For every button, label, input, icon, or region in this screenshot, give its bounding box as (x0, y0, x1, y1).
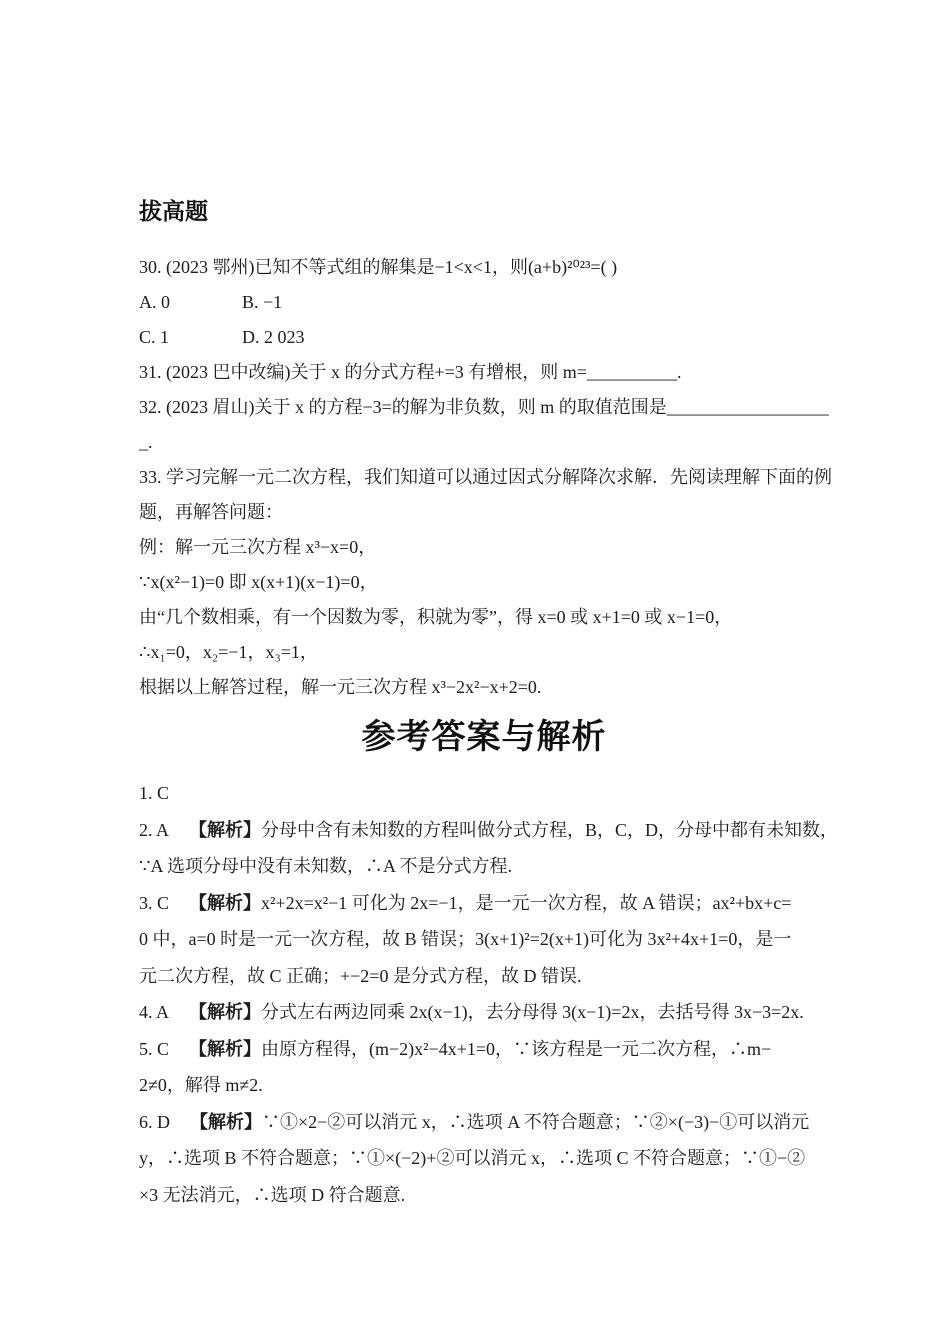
answer-line-12 (139, 1177, 829, 1214)
question-30-option-d: D. 2 023 (242, 327, 305, 347)
question-30-option-a: A. 0 (139, 292, 170, 312)
answer-number: 6. D (139, 1111, 170, 1132)
answer-line-10 (139, 1104, 829, 1141)
answer-line-8 (139, 1031, 829, 1068)
answer-number: 2. A (139, 819, 170, 840)
question-32-stem-line-1: 32. (2023 眉山)关于 x 的方程−3=的解为非负数，则 m 的取值范围是__________________ (139, 397, 829, 417)
answer-text: 2≠0，解得 m≠2. (139, 1075, 263, 1095)
answer-line-11 (139, 1140, 829, 1177)
analysis-label: 【解析】 (190, 1111, 262, 1132)
analysis-label: 【解析】 (189, 892, 262, 913)
answer-line-7 (139, 994, 829, 1031)
question-33-example-line-1: 例：解一元三次方程 x³−x=0， (139, 537, 377, 557)
answer-number: 3. C (139, 892, 170, 913)
answer-text: 分母中含有未知数的方程叫做分式方程，B，C，D，分母中都有未知数， (261, 819, 839, 840)
answers-section-heading: 参考答案与解析 (361, 718, 607, 756)
answer-text: y，∴选项 B 不符合题意；∵①×(−2)+②可以消元 x，∴选项 C 不符合题意；∵①−② (139, 1148, 806, 1168)
question-33-example-line-3: 由“几个数相乘，有一个因数为零，积就为零”，得 x=0 或 x+1=0 或 x−1=0， (139, 607, 733, 627)
answer-number: 5. C (139, 1038, 170, 1059)
answer-text: ×3 无法消元，∴选项 D 符合题意. (139, 1184, 406, 1205)
answer-text: x²+2x=x²−1 可化为 2x=−1，是一元一次方程，故 A 错误；ax²+bx+c= (261, 892, 792, 913)
answer-line-2 (139, 812, 839, 849)
answer-number: 1. C (139, 783, 170, 803)
question-33-example-line-2: ∵x(x²−1)=0 即 x(x+1)(x−1)=0， (139, 572, 378, 592)
question-33-example-line-4: ∴x₁=0，x₂=−1，x₃=1， (139, 642, 318, 662)
answer-line-4 (139, 885, 829, 922)
question-33-stem-line-1: 33. 学习完解一元二次方程，我们知道可以通过因式分解降次求解．先阅读理解下面的例 (139, 467, 832, 487)
document-content (139, 196, 839, 1213)
answer-line-1 (139, 775, 829, 812)
answer-line-5 (139, 921, 829, 958)
question-30-option-c: C. 1 (139, 327, 170, 347)
section-heading-advanced-problems: 拔高题 (139, 198, 208, 224)
question-30-stem: 30. (2023 鄂州)已知不等式组的解集是−1<x<1，则(a+b)²⁰²³=( ) (139, 257, 618, 277)
answer-text: 0 中，a=0 时是一元一次方程，故 B 错误；3(x+1)²=2(x+1)可化为 3x²+4x+1=0，是一 (139, 929, 792, 949)
answer-line-6 (139, 958, 829, 995)
answer-text: 由原方程得，(m−2)x²−4x+1=0，∵该方程是一元二次方程，∴m− (261, 1038, 772, 1059)
answer-text: ∵①×2−②可以消元 x，∴选项 A 不符合题意；∵②×(−3)−①可以消元 (262, 1111, 810, 1132)
answer-number: 4. A (139, 1002, 170, 1022)
answer-line-3 (139, 848, 829, 885)
question-33-example-line-5: 根据以上解答过程，解一元三次方程 x³−2x²−x+2=0. (139, 677, 542, 697)
answer-line-9 (139, 1067, 829, 1104)
analysis-label: 【解析】 (189, 1002, 262, 1022)
analysis-label: 【解析】 (189, 1038, 262, 1059)
question-31-stem: 31. (2023 巴中改编)关于 x 的分式方程+=3 有增根，则 m=__________. (139, 362, 682, 382)
answer-text: ∵A 选项分母中没有未知数，∴A 不是分式方程. (139, 856, 512, 876)
answer-text: 元二次方程，故 C 正确；+−2=0 是分式方程，故 D 错误. (139, 965, 582, 986)
question-30-option-b: B. −1 (242, 292, 283, 312)
question-33-stem-line-2: 题，再解答问题： (139, 502, 283, 522)
question-30-options-row-1 (139, 285, 829, 320)
answer-text: 分式左右两边同乘 2x(x−1)，去分母得 3(x−1)=2x，去括号得 3x−3=2x. (261, 1002, 804, 1022)
question-32-stem-line-2: _. (139, 432, 153, 452)
question-30-options-row-2 (139, 320, 829, 355)
analysis-label: 【解析】 (189, 819, 262, 840)
